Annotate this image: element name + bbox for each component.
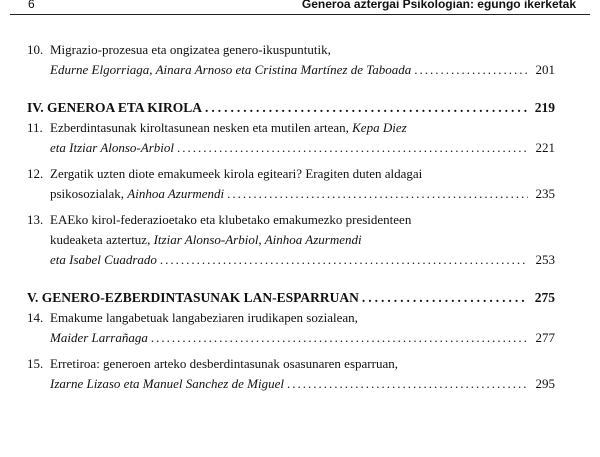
entry-title: EAEko kirol-federazioetako eta klubetako emakumezko presidenteen	[50, 212, 412, 227]
entry-title: Zergatik uzten diote emakumeek kirola egiteari? Eragiten duten aldagai	[50, 166, 423, 181]
entry-title: Migrazio-prozesua eta ongizatea genero-ikuspuntutik,	[50, 42, 331, 57]
entry-page: 295	[535, 376, 555, 391]
page-header	[10, 0, 590, 15]
toc-entry-12[interactable]	[27, 164, 555, 204]
entry-page: 221	[535, 140, 555, 155]
entry-page: 253	[535, 252, 555, 267]
entry-page: 277	[535, 330, 555, 345]
section-title: IV. GENEROA ETA KIROLA	[27, 100, 203, 115]
toc-entry-13[interactable]	[27, 210, 555, 270]
table-of-contents	[27, 40, 555, 400]
entry-page: 201	[535, 62, 555, 77]
entry-number: 10.	[27, 42, 44, 57]
dot-leader	[160, 250, 528, 270]
section-page: 275	[534, 290, 555, 305]
entry-title: Emakume langabetuak langabeziaren irudikapen sozialean,	[50, 310, 358, 325]
toc-entry-10[interactable]	[27, 40, 555, 80]
entry-page: 235	[535, 186, 555, 201]
dot-leader	[362, 288, 528, 308]
section-heading-iv[interactable]	[27, 98, 555, 118]
dot-leader	[177, 138, 528, 158]
section-heading-v[interactable]	[27, 288, 555, 308]
entry-authors: eta Isabel Cuadrado	[50, 252, 157, 267]
entry-number: 13.	[27, 212, 44, 227]
toc-entry-11[interactable]	[27, 118, 555, 158]
toc-entry-15[interactable]	[27, 354, 555, 394]
dot-leader	[287, 374, 528, 394]
entry-authors: Maider Larrañaga	[50, 330, 148, 345]
toc-entry-14[interactable]	[27, 308, 555, 348]
entry-number: 14.	[27, 310, 44, 325]
entry-number: 12.	[27, 166, 44, 181]
entry-number: 11.	[27, 120, 43, 135]
dot-leader	[414, 60, 528, 80]
entry-author-inline: Kepa Diez	[352, 120, 407, 135]
entry-title: Ezberdintasunak kiroltasunean nesken eta mutilen artean,	[50, 120, 349, 135]
entry-authors: Izarne Lizaso eta Manuel Sanchez de Miguel	[50, 376, 284, 391]
section-title: V. GENERO-EZBERDINTASUNAK LAN-ESPARRUAN	[27, 290, 359, 305]
section-page: 219	[534, 100, 555, 115]
entry-title: Erretiroa: generoen arteko desberdintasunak osasunaren esparruan,	[50, 356, 398, 371]
dot-leader	[151, 328, 528, 348]
dot-leader	[205, 98, 528, 118]
entry-authors: Ainhoa Azurmendi	[127, 186, 225, 201]
entry-title-cont: kudeaketa aztertuz,	[50, 232, 151, 247]
entry-number: 15.	[27, 356, 44, 371]
entry-authors: eta Itziar Alonso-Arbiol	[50, 140, 174, 155]
page-number: 6	[28, 0, 35, 11]
entry-author-inline: Itziar Alonso-Arbiol, Ainhoa Azurmendi	[153, 232, 362, 247]
running-title: Generoa aztergai Psikologian: egungo ikerketak	[301, 0, 576, 11]
dot-leader	[227, 184, 528, 204]
entry-authors: Edurne Elgorriaga, Ainara Arnoso eta Cristina Martínez de Taboada	[50, 62, 412, 77]
entry-title-cont: psikosozialak,	[50, 186, 125, 201]
